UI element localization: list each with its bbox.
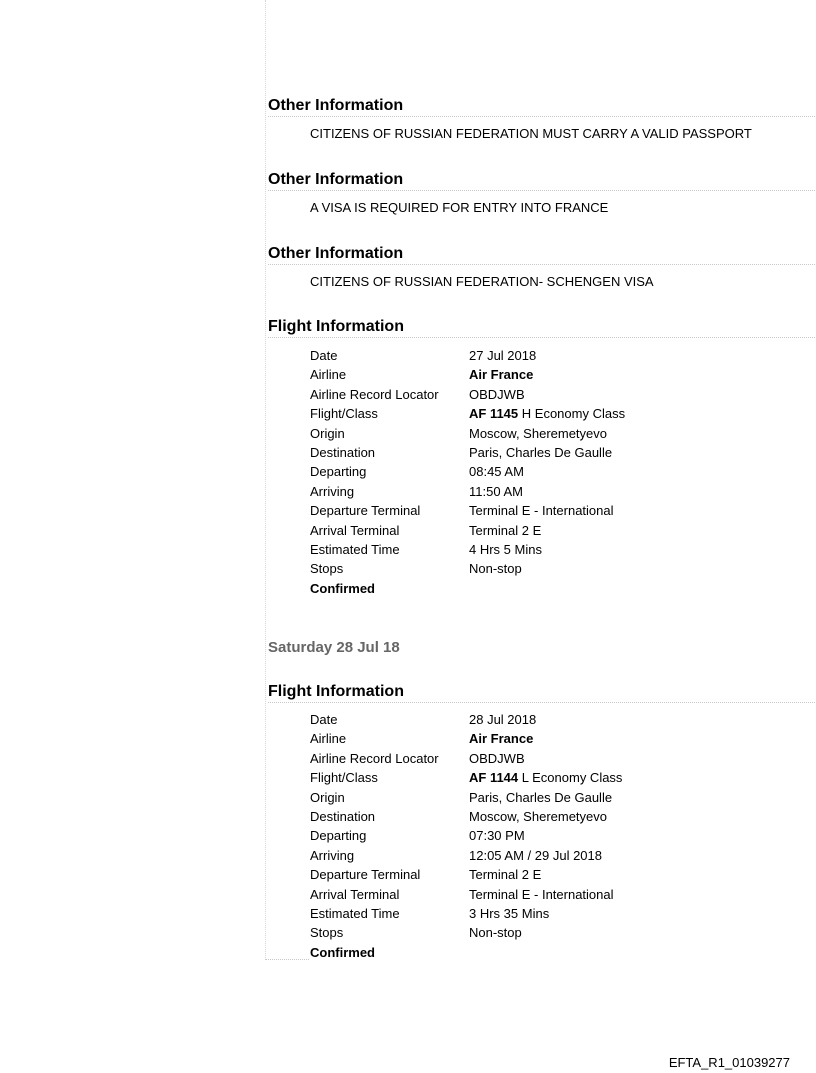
row-value: OBDJWB [469,750,525,766]
row-value: 28 Jul 2018 [469,712,537,727]
flight2-row-record-locator [310,751,810,770]
row-label: Departure Terminal [310,503,421,519]
flight1-row-record-locator [310,387,810,406]
flight2-row-departure-terminal [310,867,810,886]
row-label: Date [310,348,338,363]
flight2-row-stops [310,925,810,944]
row-label: Estimated Time [310,542,400,557]
row-label: Departure Terminal [310,867,421,883]
flight2-row-destination [310,809,810,828]
flight1-row-departing [310,464,810,483]
flight2-row-departing [310,828,810,847]
row-label: Airline Record Locator [310,750,439,766]
row-label: Estimated Time [310,906,400,921]
row-value: Terminal 2 E [469,867,542,883]
row-label: Departing [310,464,367,480]
row-label: Arrival Terminal [310,886,400,902]
row-label: Origin [310,789,345,805]
row-label: Arriving [310,847,355,863]
row-value: Paris, Charles De Gaulle [469,789,613,805]
row-label: Stops [310,925,344,941]
row-label: Airline [310,367,347,383]
flight1-row-departure-terminal [310,503,810,522]
flight2-row-date [310,712,810,731]
row-value: Paris, Charles De Gaulle [469,445,613,460]
other-info-heading-2: Other Information [268,171,816,191]
row-value: Air France [469,731,534,747]
bottom-divider [265,959,309,960]
flight1-row-origin [310,426,810,445]
other-info-text-3: CITIZENS OF RUSSIAN FEDERATION- SCHENGEN VISA [310,274,654,289]
row-label: Departing [310,828,367,844]
row-label: Destination [310,809,376,824]
other-info-text-2: A VISA IS REQUIRED FOR ENTRY INTO FRANCE [310,200,609,215]
row-value: Moscow, Sheremetyevo [469,809,608,824]
flight2-row-origin [310,790,810,809]
row-label: Flight/Class [310,770,378,786]
row-value: 08:45 AM [469,464,524,480]
row-value [469,406,625,422]
row-label: Flight/Class [310,406,378,422]
flight2-status: Confirmed [310,944,375,960]
flight1-row-destination [310,445,810,464]
flight-info-heading-1: Flight Information [268,318,816,338]
flight-class: H Economy Class [518,406,626,422]
flight-number: AF 1144 [469,770,519,786]
row-value: Terminal E - International [469,886,614,902]
row-value: 07:30 PM [469,828,525,844]
flight1-row-date [310,348,810,367]
row-value: 11:50 AM [469,483,523,499]
document-id: EFTA_R1_01039277 [668,1055,790,1070]
row-label: Origin [310,425,345,441]
flight2-row-estimated-time [310,906,810,925]
row-value: Non-stop [469,925,522,941]
flight-class: L Economy Class [518,770,623,786]
itinerary-content [265,0,816,960]
flight1-row-airline [310,367,810,386]
flight1-status: Confirmed [310,580,375,596]
day-heading: Saturday 28 Jul 18 [268,639,400,656]
flight1-row-flight-class [310,406,810,425]
other-info-heading-1: Other Information [268,97,816,117]
flight-number: AF 1145 [469,406,519,422]
row-value: Non-stop [469,561,522,577]
flight2-row-arrival-terminal [310,887,810,906]
row-value: Moscow, Sheremetyevo [469,425,608,441]
flight1-row-stops [310,561,810,580]
flight-info-heading-2: Flight Information [268,683,816,703]
row-value: Terminal E - International [469,503,614,519]
row-value: Air France [469,367,534,383]
row-label: Airline Record Locator [310,386,439,402]
row-label: Stops [310,561,344,577]
row-label: Destination [310,445,376,460]
flight1-row-arrival-terminal [310,523,810,542]
other-info-heading-3: Other Information [268,245,816,265]
row-value: OBDJWB [469,386,525,402]
flight2-row-flight-class [310,770,810,789]
row-value: 3 Hrs 35 Mins [469,906,550,921]
row-label: Arriving [310,483,355,499]
row-value [469,770,622,786]
row-value: Terminal 2 E [469,522,542,538]
row-label: Airline [310,731,347,747]
row-value: 27 Jul 2018 [469,348,537,363]
flight2-row-arriving [310,848,810,867]
row-value: 12:05 AM / 29 Jul 2018 [469,847,602,863]
flight2-row-airline [310,731,810,750]
other-info-text-1: CITIZENS OF RUSSIAN FEDERATION MUST CARRY A VALID PASSPORT [310,126,752,141]
flight1-row-arriving [310,484,810,503]
row-value: 4 Hrs 5 Mins [469,542,542,557]
row-label: Arrival Terminal [310,522,400,538]
flight1-row-estimated-time [310,542,810,561]
row-label: Date [310,712,338,727]
